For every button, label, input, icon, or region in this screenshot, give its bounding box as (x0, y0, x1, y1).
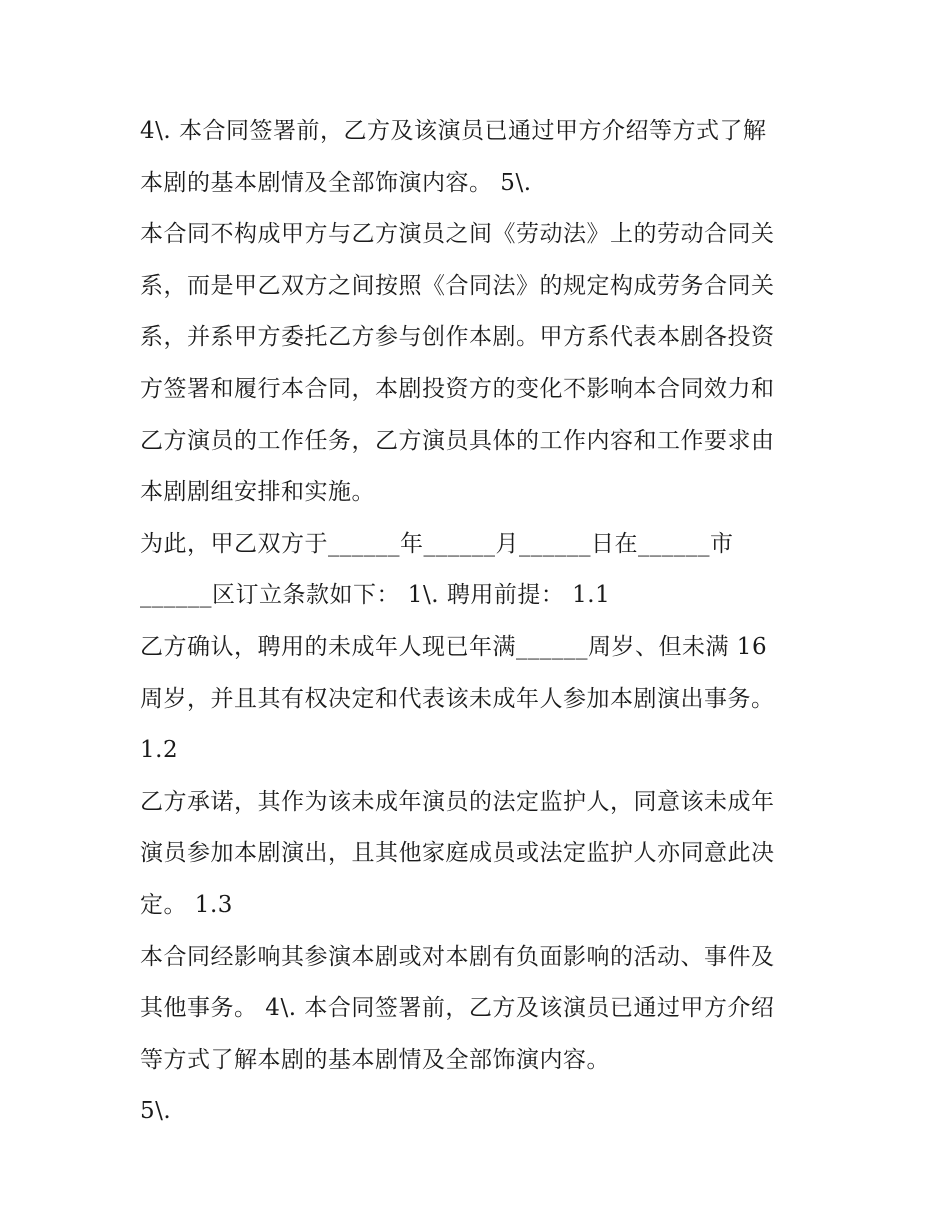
text-line: 演员参加本剧演出，且其他家庭成员或法定监护人亦同意此决 (140, 840, 775, 867)
text-line: 1.2 (140, 737, 179, 764)
text-line: ______区订立条款如下： 1\. 聘用前提： 1.1 (140, 582, 611, 609)
contract-text (140, 106, 820, 1138)
text-line: 本剧的基本剧情及全部饰演内容。 5\. (140, 169, 532, 196)
text-line: 5\. (140, 1098, 172, 1125)
text-line: 乙方演员的工作任务，乙方演员具体的工作内容和工作要求由 (140, 427, 775, 454)
text-line: 为此，甲乙双方于______年______月______日在______市 (140, 530, 734, 557)
text-line: 本剧剧组安排和实施。 (140, 479, 375, 506)
text-line: 本合同经影响其参演本剧或对本剧有负面影响的活动、事件及 (140, 943, 775, 970)
text-line: 定。 1.3 (140, 891, 233, 918)
text-line: 方签署和履行本合同，本剧投资方的变化不影响本合同效力和 (140, 375, 775, 402)
text-line: 乙方承诺，其作为该未成年演员的法定监护人，同意该未成年 (140, 788, 775, 815)
text-line: 等方式了解本剧的基本剧情及全部饰演内容。 (140, 1046, 610, 1073)
text-line: 4\. 本合同签署前，乙方及该演员已通过甲方介绍等方式了解 (140, 118, 767, 144)
text-line: 乙方确认，聘用的未成年人现已年满______周岁、但未满 16 (140, 633, 768, 660)
text-line: 本合同不构成甲方与乙方演员之间《劳动法》上的劳动合同关 (140, 221, 775, 248)
text-line: 系，并系甲方委托乙方参与创作本剧。甲方系代表本剧各投资 (140, 324, 775, 351)
text-line: 系，而是甲乙双方之间按照《合同法》的规定构成劳务合同关 (140, 272, 775, 299)
text-line: 其他事务。 4\. 本合同签署前，乙方及该演员已通过甲方介绍 (140, 995, 775, 1022)
text-line: 周岁，并且其有权决定和代表该未成年人参加本剧演出事务。 (140, 685, 775, 712)
